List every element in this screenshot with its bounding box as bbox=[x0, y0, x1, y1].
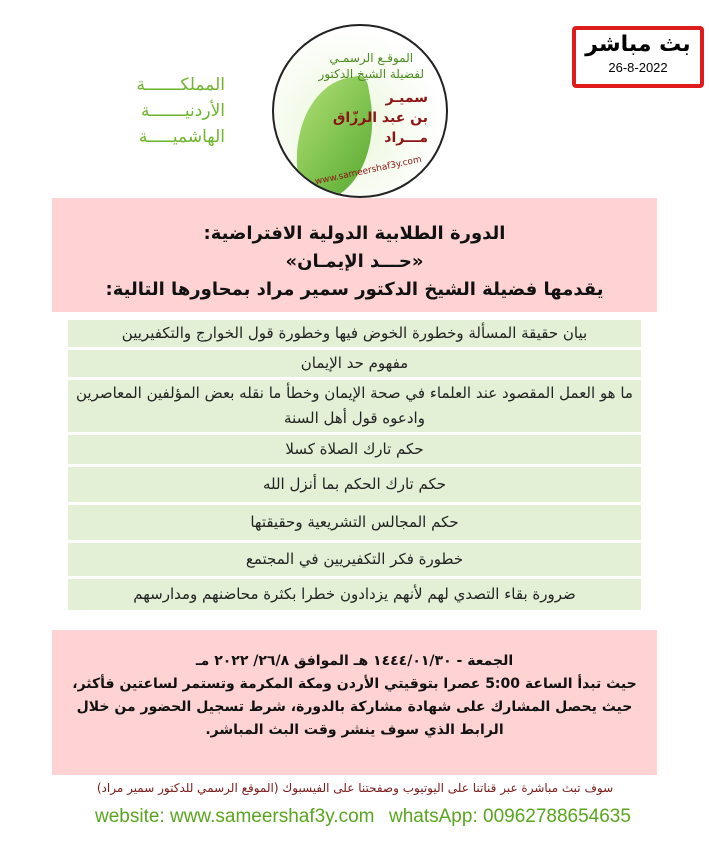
list-item: ضرورة بقاء التصدي لهم لأنهم يزدادون خطرا بكثرة محاضنهم ومدارسهم bbox=[68, 579, 641, 610]
list-item: حكم تارك الصلاة كسلا bbox=[68, 435, 641, 464]
logo-subtitle bbox=[319, 50, 424, 82]
course-name: «حـــد الإيمـان» bbox=[285, 251, 424, 272]
topics-list bbox=[68, 320, 641, 613]
intro-box bbox=[52, 198, 657, 312]
broadcast-note: سوف تبث مباشرة عبر قناتنا على اليوتيوب وصفحتنا على الفيسبوك (الموقع الرسمي للدكتور سمير مراد) bbox=[96, 781, 614, 795]
course-presenter: يقدمها فضيلة الشيخ الدكتور سمير مراد بمحاورها التالية: bbox=[105, 279, 604, 300]
whatsapp-number[interactable]: whatsApp: 00962788654635 bbox=[389, 806, 631, 827]
website-link[interactable]: website: www.sameershaf3y.com bbox=[95, 806, 375, 827]
list-item: ما هو العمل المقصود عند العلماء في صحة الإيمان وخطأ ما نقله بعض المؤلفين المعاصرين وادعوه قول أهل السنة bbox=[68, 380, 641, 432]
live-date: 26-8-2022 bbox=[608, 60, 668, 75]
schedule-date: الجمعة - ١٤٤٤/٠١/٣٠ هـ الموافق ٢٦/٨/ ٢٠٢٢ مـ bbox=[195, 653, 514, 669]
list-item: خطورة فكر التكفيريين في المجتمع bbox=[68, 543, 641, 576]
logo bbox=[272, 24, 448, 198]
logo-name-line: بن عبد الرزّاق bbox=[332, 110, 428, 126]
list-item: حكم تارك الحكم بما أنزل الله bbox=[68, 467, 641, 502]
logo-name bbox=[333, 88, 428, 148]
kingdom-line: الهاشميـــــة bbox=[138, 127, 225, 147]
kingdom-title bbox=[95, 72, 225, 150]
schedule-details: حيث تبدأ الساعة 5:00 عصرا بتوقيتي الأردن ومكة المكرمة وتستمر لساعتين فأكثر، حيث يحصل المشارك على شهادة مشاركة بالدورة، شرط تسجيل الحضور من خلال الرابط الذي سوف ينشر وقت البث المباشر. bbox=[72, 676, 637, 738]
course-title: الدورة الطلابية الدولية الافتراضية: bbox=[203, 223, 506, 244]
logo-url: www.sameershaf3y.com bbox=[314, 154, 423, 188]
kingdom-line: الأردنيـــــــة bbox=[140, 101, 225, 121]
live-badge bbox=[572, 26, 704, 88]
logo-line: لفضيلة الشيخ الدكتور bbox=[318, 67, 424, 81]
logo-name-line: مـــراد bbox=[384, 130, 428, 146]
list-item: بيان حقيقة المسألة وخطورة الخوض فيها وخطورة قول الخوارج والتكفيريين bbox=[68, 320, 641, 347]
logo-name-line: سميـر bbox=[385, 90, 428, 106]
kingdom-line: المملكـــــــة bbox=[136, 75, 225, 95]
list-item: حكم المجالس التشريعية وحقيقتها bbox=[68, 505, 641, 540]
schedule-box bbox=[52, 630, 657, 775]
live-label: بث مباشر bbox=[585, 32, 691, 57]
logo-line: الموقـع الرسمـي bbox=[329, 51, 414, 65]
list-item: مفهوم حد الإيمان bbox=[68, 350, 641, 377]
